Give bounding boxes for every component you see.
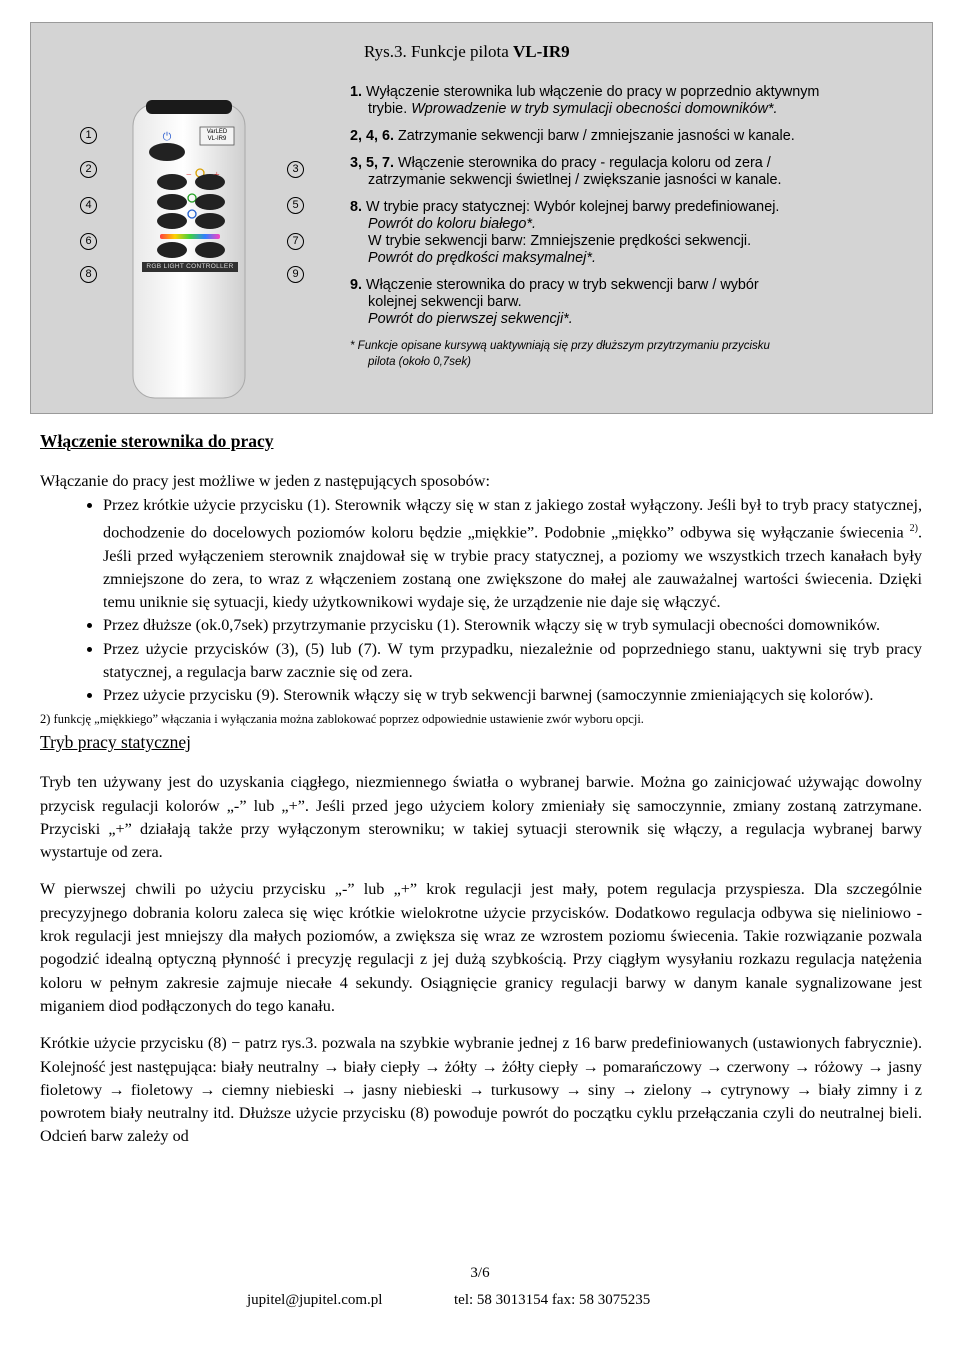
callout-9: 9 [287,266,304,283]
svg-text:−: − [186,170,192,181]
svg-text:⏻: ⏻ [162,131,172,143]
callout-5: 5 [287,197,304,214]
remote-brand-label: VarLED VL-IR9 [206,129,228,142]
remote-bottom-label: RGB LIGHT CONTROLLER [146,263,234,270]
remote-control-image [130,100,248,402]
main-content [40,430,922,1149]
footer-email: jupitel@jupitel.com.pl [247,1292,383,1308]
list-item: • Przez użycie przycisku (9). Sterownik włączy się w tryb sekwencji barwnej (samoczynnie zmieniających się kolorów). [103,684,922,707]
figure-caption: Rys.3. Funkcje pilota VL-IR9 [364,42,570,61]
callout-7: 7 [287,233,304,250]
callout-6: 6 [80,233,97,250]
list-item: • Przez krótkie użycie przycisku (1). Sterownik włączy się w stan z jakiego został wyłączony. Jeśli był to tryb pracy statycznej, dochodzenie do docelowych poziomów koloru będzie „miękkie”. Podobnie „miękko” odbywa się wyłączanie świecenia $^{2)}$. Jeśli przed wyłączeniem sterownik znajdował się w trybie pracy statycznej, a poziomy we wszystkich trzech kanałach były zmniejszone do zera, to wraz z włączeniem zostaną one zwiększone do małej ale zauważalnej wartości świecenia. Dzięki temu uniknie się sytuacji, kiedy użytkownikowi wydaje się, że urządzenie nie daje się włączyć. [103,494,922,615]
legend-note: * Funkcje opisane kursywą uaktywniają się przy dłuższym przytrzymaniu przycisku pilota (około 0,7sek) [350,340,770,368]
callout-8: 8 [80,266,97,283]
callout-4: 4 [80,197,97,214]
list-item: • Przez użycie przycisków (3), (5) lub (7). W tym przypadku, niezależnie od poprzedniego stanu, uaktywni się tryb pracy statycznej, a regulacja barw zacznie się od zera. [103,638,922,685]
paragraph: W pierwszej chwili po użyciu przycisku „-” lub „+” krok regulacji jest mały, potem regulacja przyspiesza. Dla szczególnie precyzyjnego dobrania koloru zaleca się więc krótkie wielokrotne użycie przycisków. Dodatkowo regulacja odbywa się nieliniowo - krok regulacji jest mniejszy dla małych poziomów, a zwiększa się wraz ze wzrostem poziomu świecenia. Takie rozwiązanie pozwala pogodzić idealną optyczną płynność i precyzję regulacji z jej dużą szybkością. Przy ciągłym wysyłaniu rozkazu regulacja natężenia koloru w pełnym zakresie zajmuje niecałe 4 sekundy. Osiągnięcie granicy regulacji barwy w danym kanale sygnalizowane jest miganiem diod podłączonych do tego kanału. [40,880,922,1015]
legend-item-1: 1. Wyłączenie sterownika lub włączenie do pracy w poprzednio aktywnym trybie. Wprowadzenie w tryb symulacji obecności domowników*. [350,84,820,117]
section-heading-wlaczenie: Włączenie sterownika do pracy [40,431,274,451]
legend-item-2: 2, 4, 6. Zatrzymanie sekwencji barw / zmniejszanie jasności w kanale. [350,128,795,144]
section1-intro: Włączanie do pracy jest możliwe w jeden z następujących sposobów: [40,472,490,491]
callout-3: 3 [287,161,304,178]
page-number: 3/6 [470,1265,490,1281]
callout-1: 1 [80,127,97,144]
paragraph: Krótkie użycie przycisku (8) − patrz rys.3. pozwala na szybkie wybranie jednej z 16 barw predefiniowanych (ustawionych fabrycznie). Kolejność jest następująca: biały neutralny → biały ciepły → żółty → żółty ciepły → pomarańczowy → czerwony → różowy → jasny fioletowy → fioletowy → ciemny niebieski → jasny niebieski → turkusowy → siny → zielony → cytrynowy → biały zimny i z powrotem biały neutralny itd. Dłuższe użycie przycisku (8) powoduje powrót do początku cyklu przełączania czyli do neutralnej bieli. Odcień barw zależy od [40,1034,922,1146]
paragraph: Tryb ten używany jest do uzyskania ciągłego, niezmiennego światła o wybranej barwie. Można go zainicjować używając dowolny przycisk regulacji kolorów „-” lub „+”. Jeśli przed jego użyciem kolory zmieniały się samoczynnie, zmiany zostaną zatrzymane. Przyciski „+” działają także przy wyłączonym sterowniku; w takiej sytuacji sterownik się włączy, a regulacja wybranej barwy wystartuje od zera. [40,773,922,862]
figure-legend [350,84,925,370]
section1-list [40,494,922,708]
footnote: 2) funkcję „miękkiego” włączania i wyłączania można zablokować poprzez odpowiednie ustawienie zwór wyboru opcji. [40,711,644,726]
callout-2: 2 [80,161,97,178]
legend-item-3: 3, 5, 7. Włączenie sterownika do pracy - regulacja koloru od zera / zatrzymanie sekwencji świetlnej / zwiększanie jasności w kanale. [350,155,782,188]
footer-phone: tel: 58 3013154 fax: 58 3075235 [454,1292,651,1308]
section-heading-tryb-statyczny: Tryb pracy statycznej [40,731,191,752]
legend-item-9: 9. Włączenie sterownika do pracy w tryb sekwencji barw / wybór kolejnej sekwencji barw. Powrót do pierwszej sekwencji*. [350,277,759,327]
list-item: • Przez dłuższe (ok.0,7sek) przytrzymanie przycisku (1). Sterownik włączy się w tryb symulacji obecności domowników. [103,614,922,637]
legend-item-8: 8. W trybie pracy statycznej: Wybór kolejnej barwy predefiniowanej. Powrót do koloru białego*. W trybie sekwencji barw: Zmniejszenie prędkości sekwencji. Powrót do prędkości maksymalnej*. [350,199,780,266]
